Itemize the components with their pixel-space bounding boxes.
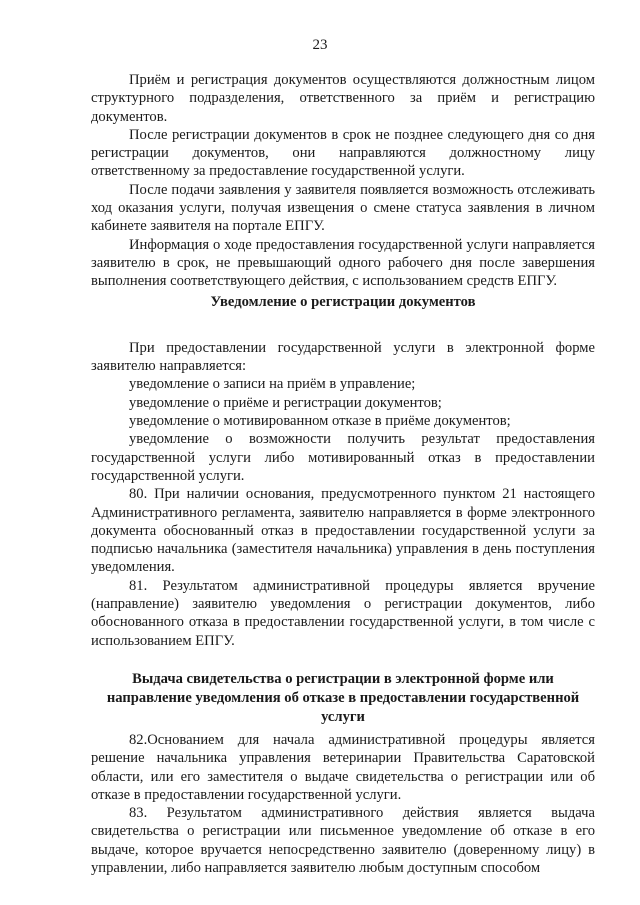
paragraph-clause-80: 80. При наличии основания, предусмотренного пунктом 21 настоящего Административного регламента, заявителю направляется в форме электронного документа обоснованный отказ в предоставлении государственной услуги за подписью начальника (заместителя начальника) управления в день поступления уведомления. — [91, 486, 595, 576]
paragraph-status-tracking: После подачи заявления у заявителя появляется возможность отслеживать ход оказания услуги, получая извещения о смене статуса заявления в личном кабинете заявителя на портале ЕПГУ. — [91, 181, 595, 235]
paragraph-document-transfer: После регистрации документов в срок не позднее следующего дня со дня регистрации документов, они направляются должностному лицу ответственному за предоставление государственной услуги. — [91, 126, 595, 180]
section-heading-registration-notice: Уведомление о регистрации документов — [210, 293, 476, 310]
list-item-refusal-notice: уведомление о мотивированном отказе в приёме документов; — [129, 413, 511, 430]
paragraph-progress-information: Информация о ходе предоставления государственной услуги направляется заявителю в срок, не превышающий одного рабочего дня после завершения выполнения соответствующего действия, с использованием средств ЕПГУ. — [91, 236, 595, 290]
list-item-result-notice: уведомление о возможности получить результат предоставления государственной услуги либо мотивированный отказ в предоставлении государственной услуги. — [91, 431, 595, 484]
list-item-appointment-notice: уведомление о записи на приём в управление; — [129, 376, 416, 393]
document-body — [91, 71, 595, 877]
paragraph-electronic-notices-intro: При предоставлении государственной услуги в электронной форме заявителю направляется: — [91, 339, 595, 375]
page-number: 23 — [312, 37, 328, 53]
list-item-registration-notice: уведомление о приёме и регистрации документов; — [129, 394, 442, 411]
paragraph-clause-83: 83. Результатом административного действия является выдача свидетельства о регистрации или письменное уведомление об отказе в его выдаче, которое вручается непосредственно заявителю (доверенному лицу) в управлении, либо направляется заявителю любым доступным способом — [91, 805, 595, 876]
section-heading-certificate-issuance: Выдача свидетельства о регистрации в электронной форме или направление уведомления об отказе в предоставлении государственной услуги — [106, 670, 580, 725]
paragraph-clause-81: 81. Результатом административной процедуры является вручение (направление) заявителю уведомления о регистрации документов, либо обоснованного отказа в предоставлении государственной услуги, в том числе с использованием ЕПГУ. — [91, 577, 595, 649]
paragraph-document-reception: Приём и регистрация документов осуществляются должностным лицом структурного подразделения, ответственного за приём и регистрацию документов. — [91, 72, 595, 125]
paragraph-clause-82: 82.Основанием для начала административной процедуры является решение начальника управления ветеринарии Правительства Саратовской области, или его заместителя о выдаче свидетельства о регистрации или об отказе в предоставлении государственной услуги. — [91, 731, 595, 803]
